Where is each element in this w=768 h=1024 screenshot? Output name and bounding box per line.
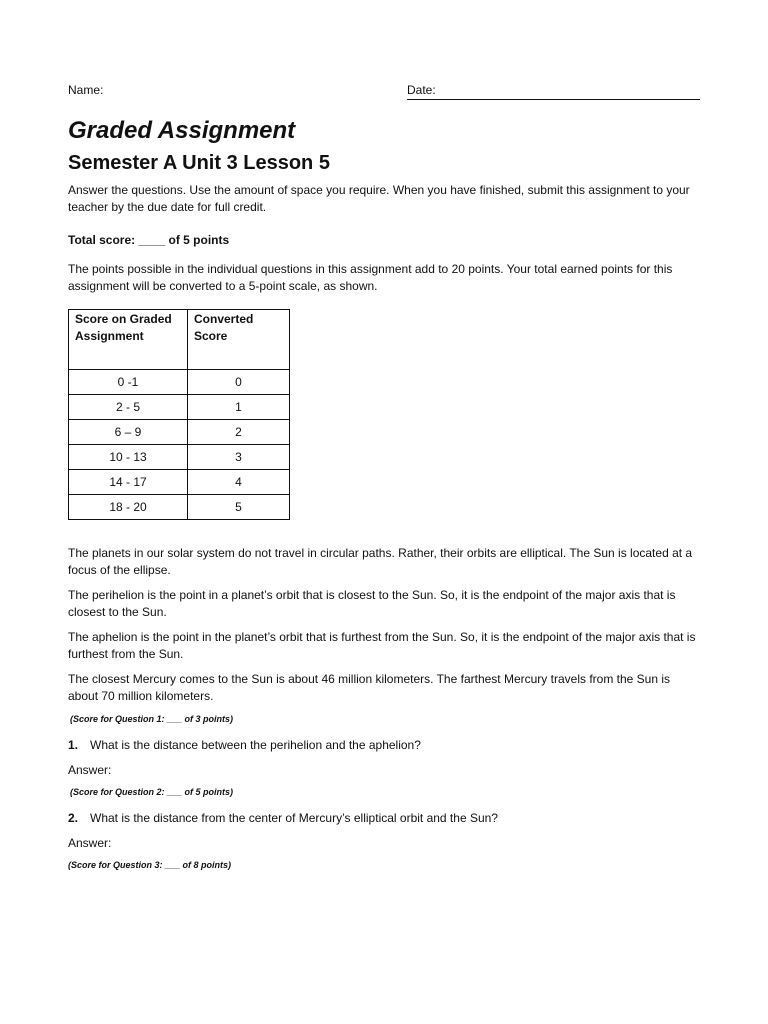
paragraph-orbits: The planets in our solar system do not travel in circular paths. Rather, their orbits are elliptical. The Sun is located at a focus of the ellipse. bbox=[68, 546, 693, 577]
table-row bbox=[69, 370, 290, 395]
table-cell: 2 bbox=[188, 420, 290, 445]
score-note-q2: (Score for Question 2: ___ of 5 points) bbox=[70, 787, 234, 797]
table-header-row bbox=[69, 310, 290, 370]
score-note-q1: (Score for Question 1: ___ of 3 points) bbox=[70, 714, 234, 724]
table-cell: 14 - 17 bbox=[69, 470, 188, 495]
question-1 bbox=[68, 738, 421, 752]
table-cell: 18 - 20 bbox=[69, 495, 188, 520]
date-field[interactable] bbox=[407, 83, 700, 100]
question-number: 2. bbox=[68, 811, 79, 825]
total-score-text: Total score: ____ of 5 points bbox=[68, 233, 230, 247]
question-text: What is the distance from the center of Mercury’s elliptical orbit and the Sun? bbox=[90, 811, 498, 825]
paragraph-aphelion: The aphelion is the point in the planet’s orbit that is furthest from the Sun. So, it is the endpoint of the major axis that is furthest from the Sun. bbox=[68, 630, 696, 661]
table-cell: 10 - 13 bbox=[69, 445, 188, 470]
table-cell: 0 -1 bbox=[69, 370, 188, 395]
table-header-cell: Score on Graded Assignment bbox=[69, 310, 188, 370]
paragraph-perihelion: The perihelion is the point in a planet’s orbit that is closest to the Sun. So, it is the endpoint of the major axis that is closest to the Sun. bbox=[68, 588, 676, 619]
page-title: Graded Assignment bbox=[68, 117, 296, 144]
name-label: Name: bbox=[68, 83, 104, 97]
table-cell: 6 – 9 bbox=[69, 420, 188, 445]
paragraph-mercury: The closest Mercury comes to the Sun is about 46 million kilometers. The farthest Mercury travels from the Sun is about 70 million kilometers. bbox=[68, 672, 671, 703]
question-text: What is the distance between the perihelion and the aphelion? bbox=[90, 738, 421, 752]
answer-label-q2[interactable]: Answer: bbox=[68, 836, 112, 850]
table-row bbox=[69, 495, 290, 520]
score-note-q3: (Score for Question 3: ___ of 8 points) bbox=[68, 860, 232, 870]
points-note-text: The points possible in the individual questions in this assignment add to 20 points. Your total earned points for this assignment will be converted to a 5-point scale, as shown. bbox=[68, 262, 673, 293]
table-cell: 4 bbox=[188, 470, 290, 495]
table-cell: 5 bbox=[188, 495, 290, 520]
question-number: 1. bbox=[68, 738, 79, 752]
page-subtitle: Semester A Unit 3 Lesson 5 bbox=[68, 152, 330, 174]
table-header-cell: Converted Score bbox=[188, 310, 290, 370]
table-row bbox=[69, 445, 290, 470]
table-cell: 3 bbox=[188, 445, 290, 470]
table-cell: 2 - 5 bbox=[69, 395, 188, 420]
name-date-row bbox=[68, 83, 700, 103]
answer-label-q1[interactable]: Answer: bbox=[68, 763, 112, 777]
table-cell: 1 bbox=[188, 395, 290, 420]
table-row bbox=[69, 470, 290, 495]
instructions-text: Answer the questions. Use the amount of space you require. When you have finished, submit this assignment to your teacher by the due date for full credit. bbox=[68, 183, 690, 214]
question-2 bbox=[68, 811, 498, 825]
date-label: Date: bbox=[407, 83, 436, 97]
score-conversion-table bbox=[68, 309, 290, 520]
table-row bbox=[69, 395, 290, 420]
table-row bbox=[69, 420, 290, 445]
table-cell: 0 bbox=[188, 370, 290, 395]
